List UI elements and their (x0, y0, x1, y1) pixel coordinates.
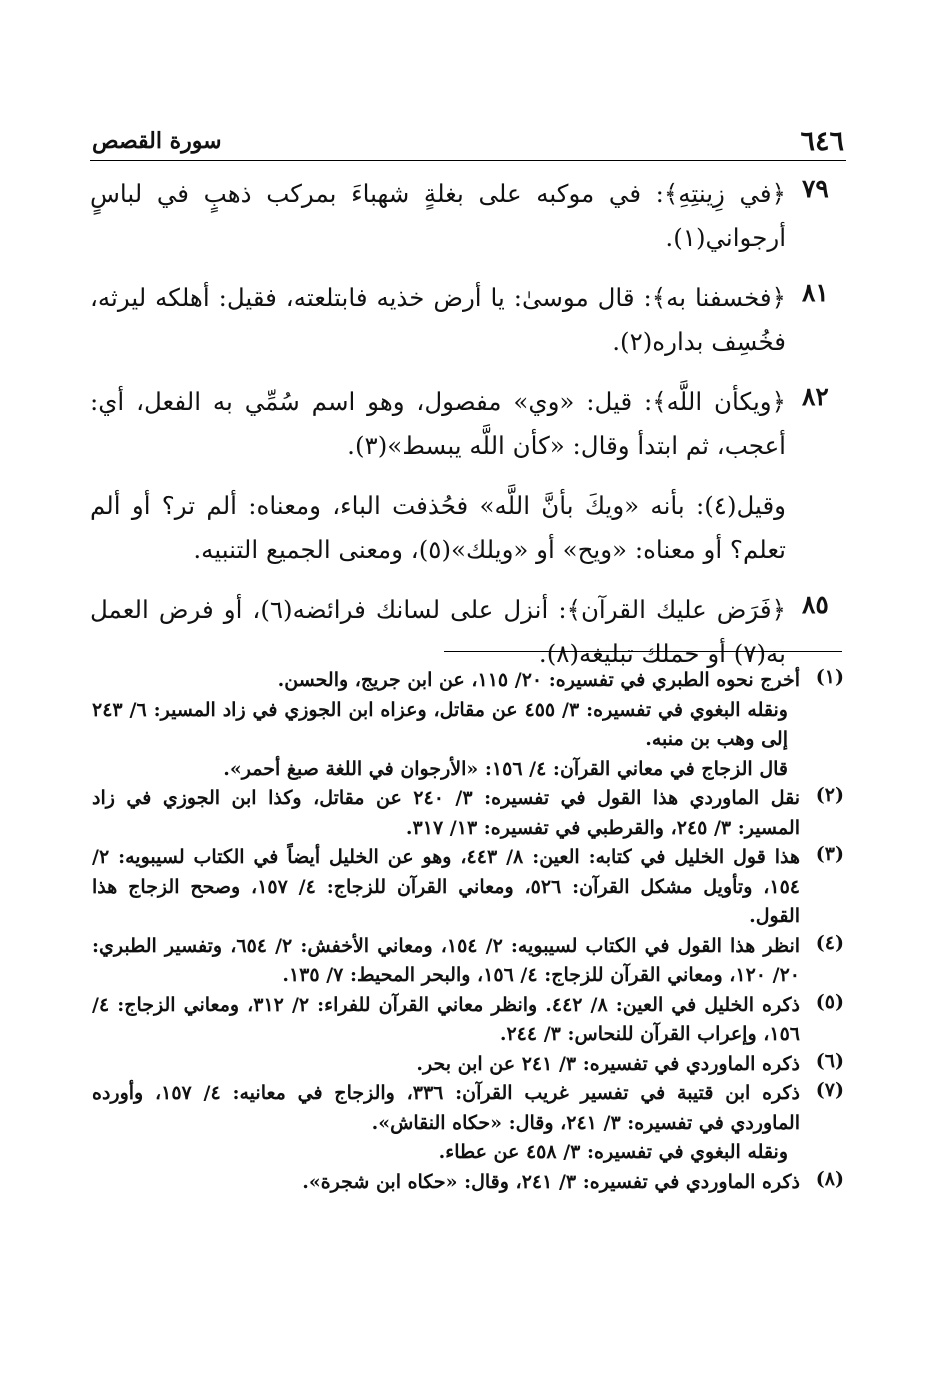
footnote-number: (٢) (815, 784, 844, 806)
footnote-5 (92, 991, 844, 1050)
entry-verse-82 (90, 380, 842, 468)
footnote-1 (92, 666, 844, 784)
footnote-number: (٧) (815, 1079, 844, 1101)
footnote-text: هذا قول الخليل في كتابه: العين: ٨/ ٤٤٣، وهو عن الخليل أيضاً في الكتاب لسيبويه: ٢/ ١٥٤، وتأويل مشكل القرآن: ٥٢٦، ومعاني القرآن للزجاج: ٤/ ١٥٧، وصحح الزجاج هذا القول. (92, 846, 800, 927)
footnote-3 (92, 843, 844, 932)
entry-text: ﴿فخسفنا به﴾: قال موسىٰ: يا أرض خذيه فابتلعته، فقيل: أهلكه ليرثه، فخُسِف بداره(٢). (90, 283, 786, 356)
surah-title: سورة القصص (92, 128, 222, 154)
footnote-number: (١) (815, 666, 844, 688)
page-number: ٦٤٦ (800, 126, 844, 157)
verse-number: ٨١ (802, 278, 829, 307)
footnote-number: (٤) (815, 931, 844, 954)
footnote-number: (٥) (815, 990, 844, 1013)
verse-number: ٧٩ (802, 174, 829, 203)
footnote-4 (92, 932, 844, 991)
footnote-number: (٨) (815, 1167, 844, 1190)
entry-verse-81 (90, 276, 842, 364)
footnote-number: (٦) (815, 1049, 844, 1072)
footnote-text: انظر هذا القول في الكتاب لسيبويه: ٢/ ١٥٤، ومعاني الأخفش: ٢/ ٦٥٤، وتفسير الطبري: ٢٠/ ١٢٠، ومعاني القرآن للزجاج: ٤/ ١٥٦، والبحر المحيط: ٧/ ١٣٥. (92, 934, 801, 986)
footnote-text: ذكره الماوردي في تفسيره: ٣/ ٢٤١، وقال: «حكاه ابن شجرة». (302, 1170, 800, 1193)
entry-text: وقيل(٤): بأنه «ويكَ بأنَّ اللَّه» فحُذفت الباء، ومعناه: ألم تر؟ أو ألم تعلم؟ أو معناه: «ويح» أو «ويلك»(٥)، ومعنى الجميع التنبيه. (90, 491, 786, 564)
entry-continuation (90, 484, 842, 572)
footnote-text: أخرج نحوه الطبري في تفسيره: ٢٠/ ١١٥، عن ابن جريج، والحسن. (277, 669, 800, 691)
commentary-entries (90, 172, 842, 692)
entry-text: ﴿فَرَض عليك القرآن﴾: أنزل على لسانك فرائضه(٦)، أو فرض العمل به(٧) أو حملك تبليغه(٨). (90, 595, 786, 668)
entry-verse-79 (90, 172, 842, 260)
footnotes (92, 666, 844, 1197)
footnote-8 (92, 1168, 844, 1198)
footnote-text: نقل الماوردي هذا القول في تفسيره: ٣/ ٢٤٠ عن مقاتل، وكذا ابن الجوزي في زاد المسير: ٣/ ٢٤٥، والقرطبي في تفسيره: ١٣/ ٣١٧. (92, 787, 800, 839)
footnote-text: قال الزجاج في معاني القرآن: ٤/ ١٥٦: «الأرجوان في اللغة صبغ أحمر». (223, 757, 788, 780)
footnote-text: ونقله البغوي في تفسيره: ٣/ ٤٥٨ عن عطاء. (438, 1141, 788, 1163)
footnote-7 (92, 1079, 844, 1168)
footnote-text: ونقله البغوي في تفسيره: ٣/ ٤٥٥ عن مقاتل، وعزاه ابن الجوزي في زاد المسير: ٦/ ٢٤٣ إلى وهب بن منبه. (92, 698, 788, 750)
page-header (92, 120, 844, 160)
verse-number: ٨٥ (802, 590, 829, 619)
entry-text: ﴿ويكأن اللَّه﴾: قيل: «وي» مفصول، وهو اسم سُمِّي به الفعل، أي: أعجب، ثم ابتدأ وقال: «كأن اللَّه يبسط»(٣). (90, 387, 786, 460)
footnote-divider (444, 651, 842, 652)
header-divider (90, 160, 846, 161)
footnote-2 (92, 784, 844, 843)
footnote-number: (٣) (815, 843, 844, 865)
verse-number: ٨٢ (802, 382, 829, 411)
footnote-text: ذكره الماوردي في تفسيره: ٣/ ٢٤١ عن ابن بحر. (416, 1052, 800, 1075)
footnote-text: ذكره ابن قتيبة في تفسير غريب القرآن: ٣٣٦، والزجاج في معانيه: ٤/ ١٥٧، وأورده الماوردي في تفسيره: ٣/ ٢٤١، وقال: «حكاه النقاش». (92, 1082, 801, 1134)
footnote-text: ذكره الخليل في العين: ٨/ ٤٤٢. وانظر معاني القرآن للفراء: ٢/ ٣١٢، ومعاني الزجاج: ٤/ ١٥٦، وإعراب القرآن للنحاس: ٣/ ٢٤٤. (92, 993, 800, 1045)
entry-text: ﴿في زِينتِهِ﴾: في موكبه على بغلةٍ شهباءَ بمركب ذهبٍ في لباسٍ أرجواني(١). (90, 179, 786, 252)
entry-verse-85 (90, 588, 842, 676)
footnote-6 (92, 1050, 844, 1080)
